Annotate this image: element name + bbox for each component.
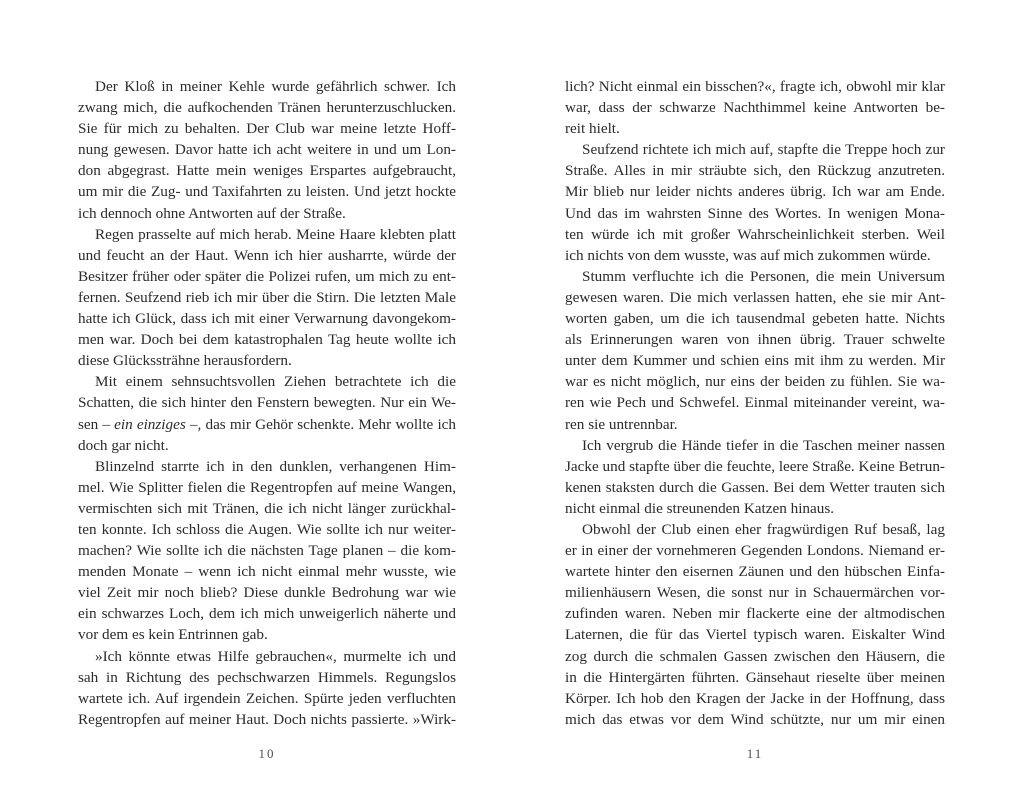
text-line: zufinden waren. Neben mir flackerte eine der altmodischen <box>565 605 945 623</box>
text-line: wartete ich. Auf irgendein Zeichen. Spürte jeden verfluchten <box>78 689 456 707</box>
text-segment: sen – <box>78 415 115 433</box>
page-number-right: 11 <box>746 746 764 761</box>
text-line: zog durch die schmalen Gassen zwischen den Häusern, die <box>565 647 945 665</box>
text-line: mel. Wie Splitter fielen die Regentropfen auf meine Wangen, <box>78 478 456 496</box>
text-segment: –, das mir Gehör schenkte. Mehr wollte ich <box>185 415 456 433</box>
text-line: fernen. Seufzend rieb ich mir über die Stirn. Die letzten Male <box>78 288 456 306</box>
text-line: Straße. Alles in mir sträubte sich, den Rückzug anzutreten. <box>565 162 945 180</box>
text-line: ein schwarzes Loch, dem ich mich unweigerlich näherte und <box>78 605 456 623</box>
text-line: wartete hinter den eisernen Zäunen und den hübschen Einfa- <box>565 563 945 581</box>
text-line: unter dem Kummer und schien eins mit ihm zu werden. Mir <box>565 352 945 370</box>
text-line: sah in Richtung des pechschwarzen Himmels. Regungslos <box>78 668 456 686</box>
text-line: um mir die Zug- und Taxifahrten zu leisten. Und jetzt hockte <box>78 183 456 201</box>
text-line: hatte ich Glück, dass ich mit einer Verwarnung davongekom- <box>78 310 456 328</box>
text-line: Ich vergrub die Hände tiefer in die Taschen meiner nassen <box>582 436 945 454</box>
text-line: lich? Nicht einmal ein bisschen?«, fragte ich, obwohl mir klar <box>565 78 945 95</box>
text-line: nicht einmal die streunenden Katzen hinaus. <box>565 499 835 517</box>
text-line: war es nicht möglich, nur eins der beiden zu fühlen. Sie wa- <box>565 373 945 391</box>
text-line: zwang mich, die aufkochenden Tränen herunterzuschlucken. <box>78 99 456 117</box>
text-line: und feucht an der Haut. Wenn ich hier ausharrte, würde der <box>78 246 456 264</box>
text-line: Sie für mich zu behalten. Der Club war meine letzte Hoff- <box>78 120 456 138</box>
text-line: Besitzer früher oder später die Polizei rufen, um mich zu ent- <box>78 267 456 285</box>
text-line: er in einer der vornehmeren Gegenden Londons. Niemand er- <box>565 542 945 560</box>
text-line: ich nichts von dem wusste, was auf mich zukommen würde. <box>565 246 931 264</box>
text-line: Blinzelnd starrte ich in den dunklen, verhangenen Him- <box>95 457 456 475</box>
text-line <box>78 414 456 435</box>
italic-text: ein einziges <box>114 415 186 433</box>
text-line: don abgegrast. Hatte mein weniges Erspartes aufgebraucht, <box>78 162 456 180</box>
text-line: Körper. Ich hob den Kragen der Jacke in der Hoffnung, dass <box>565 689 945 707</box>
text-line: als Erinnerungen waren von ihnen übrig. Trauer schwelte <box>565 331 945 349</box>
text-line: reit hielt. <box>565 120 620 138</box>
text-line: Der Kloß in meiner Kehle wurde gefährlich schwer. Ich <box>95 78 456 95</box>
text-line: milienhäusern Wesen, die sonst nur in Schauermärchen vor- <box>565 584 945 602</box>
text-line: ren sie untrennbar. <box>565 415 678 433</box>
text-line: Schatten, die sich hinter den Fenstern bewegten. Nur ein We- <box>78 394 456 412</box>
text-line: nung gewesen. Davor hatte ich acht weitere in und um Lon- <box>78 141 456 159</box>
text-line: Stumm verfluchte ich die Personen, die mein Universum <box>582 267 945 285</box>
text-line: ren wie Pech und Schwefel. Einmal miteinander vereint, wa- <box>565 394 945 412</box>
page-right-text-block <box>565 76 945 730</box>
page-left-text-block <box>78 76 456 730</box>
text-line: Seufzend richtete ich mich auf, stapfte die Treppe hoch zur <box>582 141 945 159</box>
text-line: Jacke und stapfte über die feuchte, leere Straße. Keine Betrun- <box>565 457 945 475</box>
text-line: Obwohl der Club einen eher fragwürdigen Ruf besaß, lag <box>582 520 945 538</box>
page-number-left: 10 <box>258 746 276 761</box>
text-line: viel Zeit mir noch blieb? Diese dunkle Bedrohung war wie <box>78 584 456 602</box>
text-line: Regen prasselte auf mich herab. Meine Haare klebten platt <box>95 225 456 243</box>
text-line: men war. Doch bei dem katastrophalen Tag heute wollte ich <box>78 331 456 349</box>
text-line: kenen staksten durch die Gassen. Bei dem Wetter trauten sich <box>565 478 945 496</box>
text-line: doch gar nicht. <box>78 436 169 454</box>
text-line: worten gaben, um die ich tausendmal gebeten hatte. Nichts <box>565 310 945 328</box>
text-line: vor dem es kein Entrinnen gab. <box>78 626 268 644</box>
text-line: gewesen waren. Die mich verlassen hatten, ehe sie mir Ant- <box>565 288 945 306</box>
text-line: war, dass der schwarze Nachthimmel keine Antworten be- <box>565 99 945 117</box>
text-line: ten würde ich mit großer Wahrscheinlichkeit sterben. Weil <box>565 225 945 243</box>
text-line: diese Glückssträhne herausfordern. <box>78 352 292 370</box>
text-line: machen? Wie sollte ich die nächsten Tage planen – die kom- <box>78 542 456 560</box>
text-line: in die Hintergärten führten. Gänsehaut rieselte über meinen <box>565 668 945 686</box>
text-line: Laternen, die für das Viertel typisch waren. Eiskalter Wind <box>565 626 945 644</box>
text-line: »Ich könnte etwas Hilfe gebrauchen«, murmelte ich und <box>95 647 456 665</box>
text-line: Und das im wahrsten Sinne des Wortes. In wenigen Mona- <box>565 204 945 222</box>
text-line: ten konnte. Ich schloss die Augen. Wie sollte ich nur weiter- <box>78 520 456 538</box>
text-line: Regentropfen auf meiner Haut. Doch nichts passierte. »Wirk- <box>78 710 456 728</box>
text-line: ich dennoch ohne Antworten auf der Straße. <box>78 204 346 222</box>
text-line: Mit einem sehnsuchtsvollen Ziehen betrachtete ich die <box>95 373 456 391</box>
text-line: vermischten sich mit Tränen, die ich nicht länger zurückhal- <box>78 499 456 517</box>
text-line: Mir blieb nur leider nichts anderes übrig. Ich war am Ende. <box>565 183 945 201</box>
text-line: menden Monate – wenn ich nicht einmal mehr wusste, wie <box>78 563 456 581</box>
text-line: mich das etwas vor dem Wind schützte, nur um mir einen <box>565 710 945 728</box>
